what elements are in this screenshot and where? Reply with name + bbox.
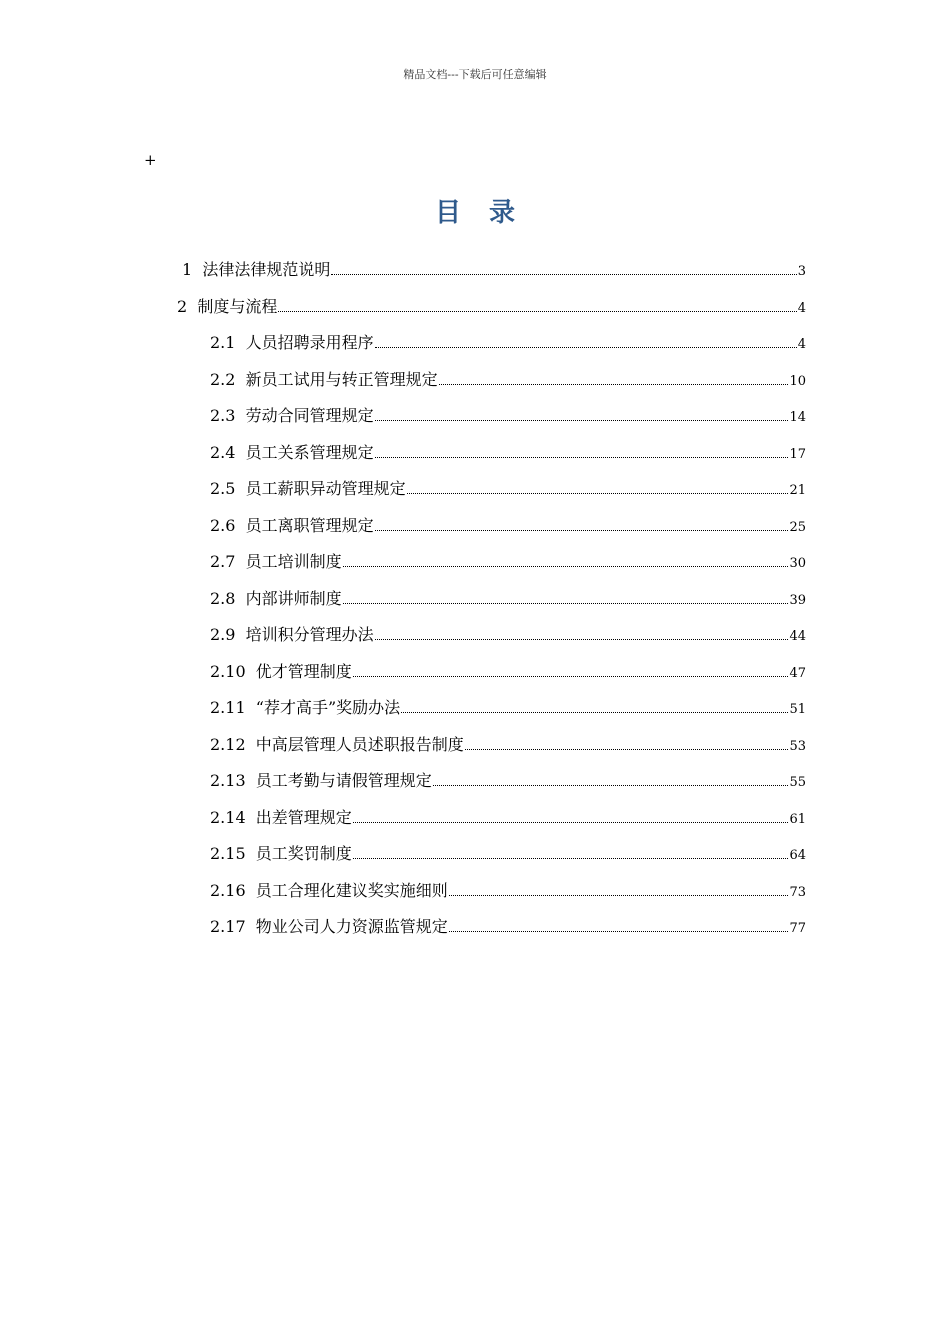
toc-entry-number: 2.3 <box>210 406 236 425</box>
toc-entry-2-13[interactable] <box>210 769 806 793</box>
dot-leader <box>278 311 796 312</box>
dot-leader <box>353 822 789 823</box>
toc-entry-page: 53 <box>789 739 806 754</box>
toc-entry-label: 物业公司人力资源监管规定 <box>255 917 448 936</box>
dot-leader <box>439 384 789 385</box>
toc-entry-page: 10 <box>789 374 806 389</box>
toc-entry-number: 2.11 <box>210 698 246 717</box>
toc-entry-2-17[interactable] <box>210 915 806 939</box>
toc-entry-2[interactable] <box>177 295 806 319</box>
dot-leader <box>401 712 788 713</box>
toc-entry-2-8[interactable] <box>210 587 806 611</box>
toc-entry-label: 员工奖罚制度 <box>255 844 352 863</box>
toc-entry-2-2[interactable] <box>210 368 806 392</box>
dot-leader <box>433 785 789 786</box>
toc-entry-page: 4 <box>797 301 806 316</box>
toc-entry-page: 3 <box>797 264 806 279</box>
toc-entry-page: 25 <box>789 520 806 535</box>
dot-leader <box>407 493 789 494</box>
toc-entry-number: 2.2 <box>210 370 236 389</box>
toc-entry-2-15[interactable] <box>210 842 806 866</box>
dot-leader <box>331 274 796 275</box>
toc-entry-number: 2 <box>177 297 188 316</box>
toc-entry-number: 2.4 <box>210 443 236 462</box>
toc-entry-label: 员工离职管理规定 <box>245 516 374 535</box>
toc-entry-number: 2.6 <box>210 516 236 535</box>
toc-entry-number: 2.12 <box>210 735 246 754</box>
toc-entry-2-4[interactable] <box>210 441 806 465</box>
toc-entry-label: 法律法律规范说明 <box>202 260 331 279</box>
dot-leader <box>375 530 789 531</box>
dot-leader <box>375 347 797 348</box>
toc-entry-label: 出差管理规定 <box>255 808 352 827</box>
toc-entry-label: 内部讲师制度 <box>245 589 342 608</box>
toc-entry-2-16[interactable] <box>210 879 806 903</box>
dot-leader <box>343 603 789 604</box>
toc-entry-label: 制度与流程 <box>197 297 278 316</box>
toc-entry-page: 64 <box>789 848 806 863</box>
toc-entry-label: 新员工试用与转正管理规定 <box>245 370 438 389</box>
toc-entry-label: 劳动合同管理规定 <box>245 406 374 425</box>
toc-entry-page: 14 <box>789 410 806 425</box>
toc-entry-page: 51 <box>789 702 806 717</box>
toc-entry-number: 1 <box>182 260 193 279</box>
toc-entry-page: 17 <box>789 447 806 462</box>
toc-entry-number: 2.1 <box>210 333 236 352</box>
toc-entry-label: 中高层管理人员述职报告制度 <box>255 735 464 754</box>
toc-entry-label: 优才管理制度 <box>255 662 352 681</box>
page-header: 精品文档---下载后可任意编辑 <box>403 68 547 81</box>
toc-entry-number: 2.15 <box>210 844 246 863</box>
toc-entry-page: 47 <box>789 666 806 681</box>
toc-entry-number: 2.7 <box>210 552 236 571</box>
toc-entry-page: 73 <box>789 885 806 900</box>
dot-leader <box>375 420 789 421</box>
toc-entry-1[interactable] <box>182 258 806 282</box>
toc-entry-2-14[interactable] <box>210 806 806 830</box>
toc-entry-label: 员工合理化建议奖实施细则 <box>255 881 448 900</box>
toc-entry-2-9[interactable] <box>210 623 806 647</box>
toc-entry-2-7[interactable] <box>210 550 806 574</box>
toc-entry-page: 55 <box>789 775 806 790</box>
toc-entry-page: 61 <box>789 812 806 827</box>
dot-leader <box>465 749 789 750</box>
toc-entry-2-3[interactable] <box>210 404 806 428</box>
toc-entry-label: 培训积分管理办法 <box>245 625 374 644</box>
toc-entry-number: 2.13 <box>210 771 246 790</box>
toc-entry-label: 员工薪职异动管理规定 <box>245 479 406 498</box>
plus-mark: + <box>144 151 157 169</box>
dot-leader <box>343 566 789 567</box>
toc-entry-page: 77 <box>789 921 806 936</box>
toc-entry-label: “荐才高手”奖励办法 <box>255 698 401 717</box>
toc-entry-2-11[interactable] <box>210 696 806 720</box>
toc-entry-2-10[interactable] <box>210 660 806 684</box>
toc-entry-number: 2.17 <box>210 917 246 936</box>
toc-entry-page: 21 <box>789 483 806 498</box>
toc-entry-page: 39 <box>789 593 806 608</box>
toc-entry-2-12[interactable] <box>210 733 806 757</box>
toc-entry-label: 员工关系管理规定 <box>245 443 374 462</box>
toc-entry-2-6[interactable] <box>210 514 806 538</box>
toc-entry-number: 2.10 <box>210 662 246 681</box>
toc-entry-page: 44 <box>789 629 806 644</box>
dot-leader <box>353 858 789 859</box>
dot-leader <box>449 931 789 932</box>
toc-entry-label: 人员招聘录用程序 <box>245 333 374 352</box>
toc-entry-number: 2.16 <box>210 881 246 900</box>
toc-entry-number: 2.14 <box>210 808 246 827</box>
toc-entry-label: 员工考勤与请假管理规定 <box>255 771 432 790</box>
toc-entry-label: 员工培训制度 <box>245 552 342 571</box>
dot-leader <box>375 639 789 640</box>
toc-entry-number: 2.5 <box>210 479 236 498</box>
toc-entry-page: 4 <box>797 337 806 352</box>
dot-leader <box>375 457 789 458</box>
dot-leader <box>353 676 789 677</box>
toc-title: 目录 <box>434 198 543 228</box>
toc-entry-number: 2.9 <box>210 625 236 644</box>
dot-leader <box>449 895 789 896</box>
toc-entry-page: 30 <box>789 556 806 571</box>
toc-entry-number: 2.8 <box>210 589 236 608</box>
toc-entry-2-5[interactable] <box>210 477 806 501</box>
toc-entry-2-1[interactable] <box>210 331 806 355</box>
